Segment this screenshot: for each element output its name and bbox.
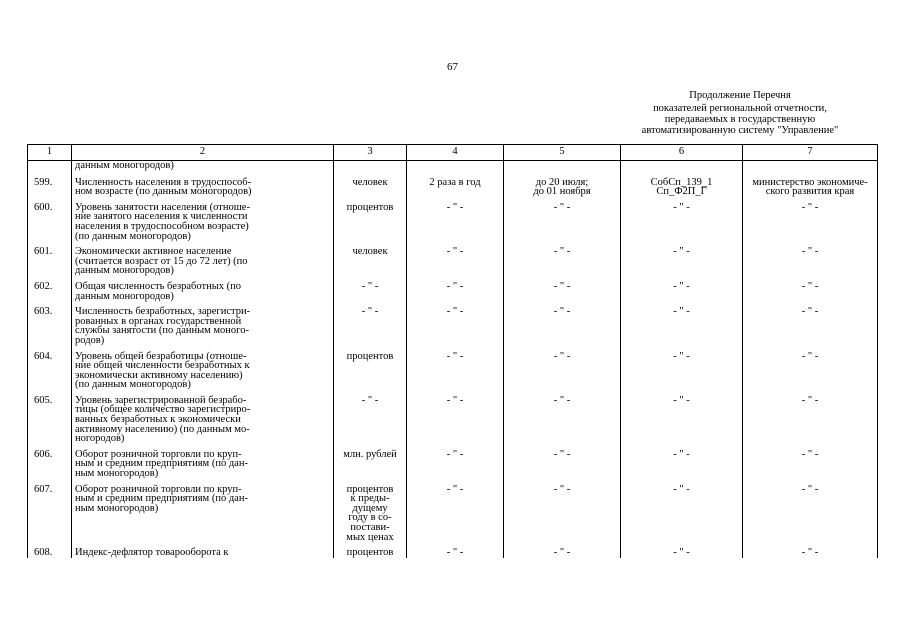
- cell-line: ние общей численности безработных к: [75, 360, 250, 372]
- cell-line: процентов: [346, 350, 394, 362]
- cell-num: 599.: [28, 172, 72, 197]
- cell-line: Экономически активное население: [75, 246, 232, 258]
- cell-unit: [334, 197, 407, 241]
- cell-line: службы занятости (по данным моного-: [75, 325, 249, 337]
- cell-line: - " -: [801, 483, 819, 495]
- cell-line: активному населению) (по данным мо-: [75, 423, 250, 435]
- cell-line: министерство экономиче-: [752, 176, 868, 188]
- cell-num: 608.: [28, 542, 72, 558]
- cell-line: ным и средним предприятиям (по дан-: [75, 458, 248, 470]
- cell-responsible: [743, 479, 878, 543]
- cell-period: - " -: [407, 197, 504, 241]
- cell-line: Уровень общей безработицы (отноше-: [75, 350, 247, 362]
- column-header: 6: [621, 145, 743, 161]
- cell-line: - " -: [801, 306, 819, 318]
- table-row: [28, 197, 878, 241]
- cell-num: 601.: [28, 241, 72, 276]
- cell-line: - " -: [553, 483, 571, 495]
- cell-name: [72, 346, 334, 390]
- table-row: [28, 172, 878, 197]
- cell-line: году в со-: [348, 512, 392, 524]
- indicators-table: [27, 144, 878, 558]
- cell-line: - " -: [361, 280, 379, 292]
- cell-num: 605.: [28, 390, 72, 444]
- cell-line: (считается возраст от 15 до 72 лет) (по: [75, 255, 248, 267]
- cell-name: [72, 301, 334, 345]
- cell-line: Оборот розничной торговли по круп-: [75, 483, 242, 495]
- cell-responsible: [743, 390, 878, 444]
- cell-line: ным моногородов): [75, 502, 159, 514]
- cell-source: [621, 197, 743, 241]
- cell-line: до 01 ноября: [533, 186, 591, 198]
- heading-line: показателей региональной отчетности,: [653, 103, 827, 114]
- cell-source: [621, 444, 743, 479]
- cell-name: [72, 161, 334, 172]
- table-row: [28, 479, 878, 543]
- cell-deadline: [504, 390, 621, 444]
- cell-line: данным моногородов): [75, 265, 174, 277]
- cell-line: (по данным моногородов): [75, 379, 191, 391]
- cell-line: ние занятого населения к численности: [75, 211, 248, 223]
- cell-period: - " -: [407, 301, 504, 345]
- cell-line: Уровень занятости населения (отноше-: [75, 201, 250, 213]
- cell-source: [621, 172, 743, 197]
- cell-source: [621, 346, 743, 390]
- cell-line: - " -: [673, 483, 690, 495]
- cell-line: - " -: [673, 280, 690, 292]
- cell-line: населения в трудоспособном возрасте): [75, 220, 249, 232]
- cell-line: мых ценах: [346, 531, 394, 543]
- cell-unit: [334, 301, 407, 345]
- cell-unit: [334, 346, 407, 390]
- cell-line: - " -: [673, 350, 690, 362]
- cell-line: - " -: [673, 246, 690, 258]
- cell-responsible: [743, 197, 878, 241]
- cell-line: - " -: [361, 394, 379, 406]
- cell-period: - " -: [407, 444, 504, 479]
- cell-line: ванных безработных к экономически: [75, 414, 241, 426]
- cell-line: - " -: [553, 280, 571, 292]
- cell-unit: [334, 276, 407, 301]
- cell-line: процентов: [346, 547, 394, 559]
- cell-line: Сп_Ф2П_Г: [656, 186, 707, 198]
- cell-line: - " -: [553, 201, 571, 213]
- cell-unit: [334, 390, 407, 444]
- table-row: [28, 444, 878, 479]
- cell-line: - " -: [801, 350, 819, 362]
- column-header: 2: [72, 145, 334, 161]
- cell-deadline: [504, 276, 621, 301]
- cell-line: данным моногородов): [75, 160, 174, 171]
- cell-line: - " -: [553, 350, 571, 362]
- cell-line: - " -: [801, 201, 819, 213]
- heading-line: автоматизированную систему "Управление": [641, 125, 839, 136]
- cell-line: - " -: [673, 547, 690, 559]
- cell-line: процентов: [346, 483, 394, 495]
- table-body: [28, 161, 878, 558]
- cell-line: к преды-: [350, 493, 390, 505]
- column-header: 3: [334, 145, 407, 161]
- cell-responsible: [743, 241, 878, 276]
- cell-line: - " -: [553, 306, 571, 318]
- cell-responsible: [743, 444, 878, 479]
- heading-line: передаваемых в государственную: [664, 114, 816, 125]
- cell-line: - " -: [553, 394, 571, 406]
- cell-responsible: [743, 542, 878, 558]
- heading-line: Продолжение Перечня: [689, 90, 791, 101]
- cell-line: - " -: [673, 448, 690, 460]
- cell-line: человек: [352, 246, 388, 258]
- cell-num: [28, 161, 72, 172]
- cell-period: - " -: [407, 276, 504, 301]
- cell-source: [621, 542, 743, 558]
- cell-unit: [334, 479, 407, 543]
- cell-line: экономически активному населению): [75, 369, 243, 381]
- cell-name: [72, 276, 334, 301]
- cell-deadline: [504, 444, 621, 479]
- cell-deadline: [504, 479, 621, 543]
- document-heading: [615, 90, 865, 136]
- table-header-row: [28, 145, 878, 161]
- cell-source: [621, 390, 743, 444]
- cell-line: ном возрасте (по данным моногородов): [75, 186, 252, 198]
- cell-line: процентов: [346, 201, 394, 213]
- cell-line: (по данным моногородов): [75, 230, 191, 242]
- cell-line: - " -: [553, 246, 571, 258]
- cell-name: [72, 444, 334, 479]
- cell-line: ным и средним предприятиям (по дан-: [75, 493, 248, 505]
- cell-period: - " -: [407, 479, 504, 543]
- cell-period: - " -: [407, 346, 504, 390]
- cell-line: Уровень зарегистрированной безрабо-: [75, 394, 247, 406]
- column-header: 4: [407, 145, 504, 161]
- cell-line: ского развития края: [765, 186, 855, 198]
- cell-deadline: [504, 346, 621, 390]
- cell-responsible: [743, 161, 878, 172]
- cell-unit: [334, 542, 407, 558]
- cell-period: - " -: [407, 241, 504, 276]
- cell-line: - " -: [673, 306, 690, 318]
- cell-num: 607.: [28, 479, 72, 543]
- cell-period: 2 раза в год: [407, 172, 504, 197]
- cell-line: - " -: [361, 306, 379, 318]
- cell-unit: [334, 172, 407, 197]
- table-row: [28, 542, 878, 558]
- cell-name: [72, 172, 334, 197]
- cell-line: - " -: [801, 394, 819, 406]
- cell-line: родов): [75, 334, 105, 346]
- cell-line: человек: [352, 176, 388, 188]
- column-header: 7: [743, 145, 878, 161]
- cell-num: 602.: [28, 276, 72, 301]
- cell-num: 606.: [28, 444, 72, 479]
- cell-num: 600.: [28, 197, 72, 241]
- table-row: [28, 346, 878, 390]
- cell-responsible: [743, 276, 878, 301]
- cell-line: тицы (общее количество зарегистриро-: [75, 404, 251, 416]
- column-header: 1: [28, 145, 72, 161]
- table-row: [28, 276, 878, 301]
- cell-unit: [334, 161, 407, 172]
- cell-name: [72, 241, 334, 276]
- cell-line: - " -: [673, 201, 690, 213]
- column-header: 5: [504, 145, 621, 161]
- cell-deadline: [504, 241, 621, 276]
- cell-line: ногородов): [75, 433, 125, 445]
- cell-source: [621, 276, 743, 301]
- cell-line: СобСп_139_1: [650, 176, 713, 188]
- table-row: [28, 390, 878, 444]
- cell-unit: [334, 241, 407, 276]
- cell-source: [621, 241, 743, 276]
- cell-period: - " -: [407, 542, 504, 558]
- cell-num: 604.: [28, 346, 72, 390]
- cell-line: - " -: [801, 280, 819, 292]
- continuation-row: [28, 161, 878, 172]
- cell-line: ным моногородов): [75, 468, 159, 480]
- cell-source: [621, 301, 743, 345]
- cell-name: [72, 479, 334, 543]
- cell-responsible: [743, 172, 878, 197]
- cell-line: Оборот розничной торговли по круп-: [75, 448, 242, 460]
- cell-deadline: [504, 161, 621, 172]
- cell-name: [72, 542, 334, 558]
- cell-deadline: [504, 197, 621, 241]
- cell-line: Численность безработных, зарегистри-: [75, 306, 251, 318]
- cell-period: - " -: [407, 390, 504, 444]
- cell-responsible: [743, 301, 878, 345]
- page-number: 67: [447, 61, 458, 73]
- cell-source: [621, 161, 743, 172]
- cell-line: рованных в органах государственной: [75, 315, 242, 327]
- cell-line: Численность населения в трудоспособ-: [75, 176, 252, 188]
- cell-line: Индекс-дефлятор товарооборота к: [75, 547, 229, 559]
- cell-line: - " -: [801, 448, 819, 460]
- cell-line: - " -: [553, 448, 571, 460]
- cell-line: дущему: [352, 502, 388, 514]
- cell-deadline: [504, 542, 621, 558]
- cell-unit: [334, 444, 407, 479]
- cell-source: [621, 479, 743, 543]
- cell-name: [72, 390, 334, 444]
- cell-name: [72, 197, 334, 241]
- cell-line: данным моногородов): [75, 290, 174, 302]
- table-row: [28, 301, 878, 345]
- cell-deadline: [504, 301, 621, 345]
- cell-line: - " -: [801, 246, 819, 258]
- cell-deadline: [504, 172, 621, 197]
- cell-responsible: [743, 346, 878, 390]
- cell-line: - " -: [673, 394, 690, 406]
- cell-num: 603.: [28, 301, 72, 345]
- cell-line: млн. рублей: [343, 448, 397, 460]
- cell-line: Общая численность безработных (по: [75, 280, 242, 292]
- cell-period: [407, 161, 504, 172]
- cell-line: до 20 июля;: [535, 176, 589, 188]
- table-row: [28, 241, 878, 276]
- cell-line: - " -: [553, 547, 571, 559]
- cell-line: - " -: [801, 547, 819, 559]
- cell-line: постави-: [350, 522, 390, 533]
